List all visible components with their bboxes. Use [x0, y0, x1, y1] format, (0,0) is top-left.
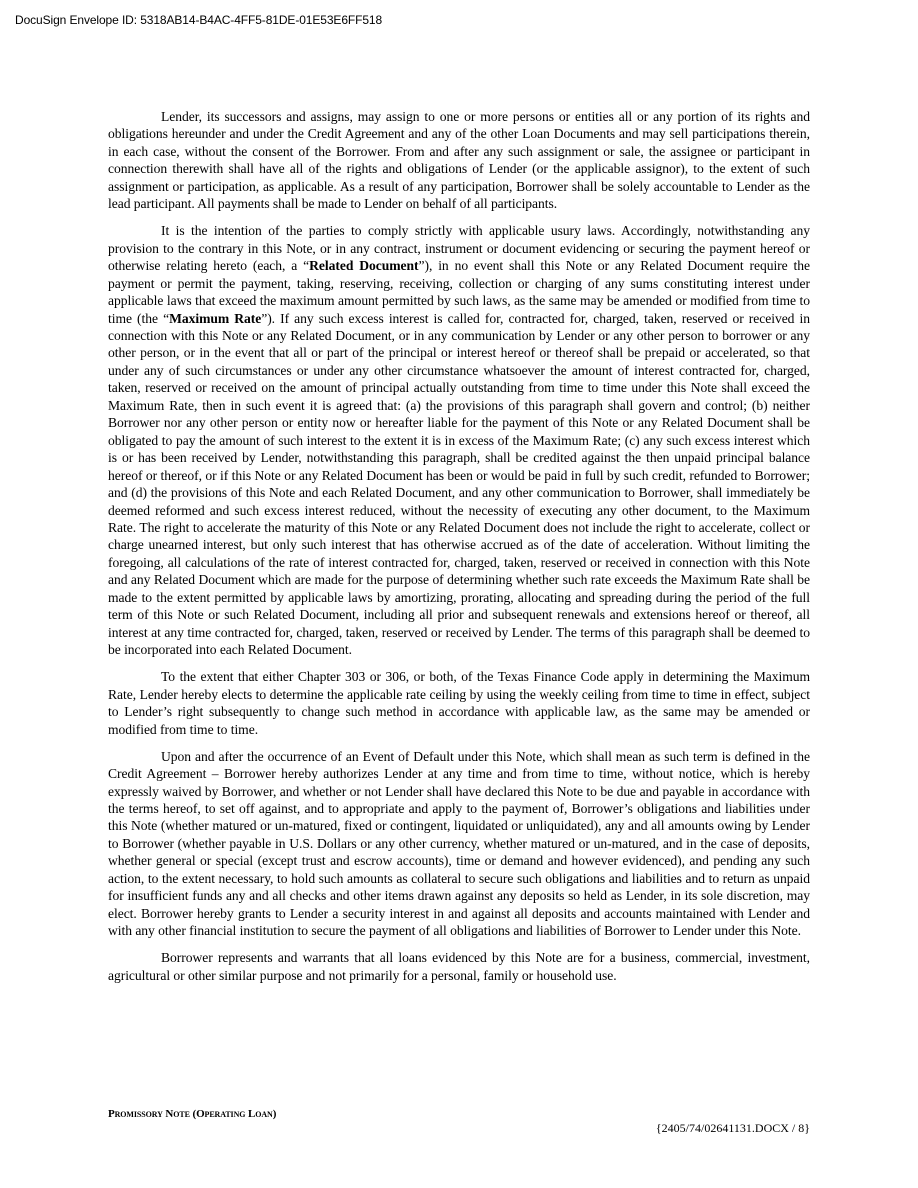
- defined-term-related-document: Related Document: [309, 258, 419, 274]
- paragraph-business-purpose: Borrower represents and warrants that all loans evidenced by this Note are for a business, commercial, investment, agricultural or other similar purpose and not primarily for a personal, family or household use.: [108, 950, 810, 983]
- paragraph-setoff: Upon and after the occurrence of an Event of Default under this Note, which shall mean as such term is defined in the Credit Agreement – Borrower hereby authorizes Lender at any time and from time to time, without notice, which is hereby expressly waived by Borrower, and whether or not Lender shall have declared this Note to be due and payable in accordance with the terms hereof, to set off against, and to appropriate and apply to the payment of, Borrower’s obligations and liabilities under this Note (whether matured or un-matured, fixed or contingent, liquidated or unliquidated), any and all amounts owing by Lender to Borrower (whether payable in U.S. Dollars or any other currency, whether matured or un-matured, and in the case of deposits, whether general or special (except trust and escrow accounts), time or demand and however evidenced), and pending any such action, to the extent necessary, to hold such amounts as collateral to secure such obligations and liabilities and to return as unpaid for insufficient funds any and all checks and other items drawn against any deposits so held as Lender, in its sole discretion, may elect. Borrower hereby grants to Lender a security interest in and against all deposits and accounts maintained with Lender and with any other financial institution to secure the payment of all obligations and liabilities of Borrower to Lender under this Note.: [108, 748, 810, 939]
- usury-text-3: ”). If any such excess interest is called for, contracted for, charged, taken, reserved or received in connection with this Note or any Related Document, or in any communication by Lender or any other person to borrower or any other person, or in the event that all or part of the principal or interest hereof or thereof shall be prepaid or accelerated, so that under any of such circumstances or under any other circumstance whatsoever the amount of interest contracted for, charged, taken, reserved or received on the amount of principal actually outstanding from time to time under this Note shall exceed the Maximum Rate, then in such event it is agreed that: (a) the provisions of this paragraph shall govern and control; (b) neither Borrower nor any other person or entity now or hereafter liable for the payment of this Note or any Related Document shall be obligated to pay the amount of such interest to the extent it is in excess of the Maximum Rate; (c) any such excess interest which is or has been received by Lender, notwithstanding this paragraph, shall be credited against the then unpaid principal balance hereof or thereof, or if this Note or any Related Document has been or would be paid in full by such credit, refunded to Borrower; and (d) the provisions of this Note and each Related Document, and any other communication to Borrower, shall immediately be deemed reformed and such excess interest reduced, without the necessity of executing any other document, to the Maximum Rate. The right to accelerate the maturity of this Note or any Related Document does not include the right to accelerate, collect or charge unearned interest, but only such interest that has otherwise accrued as of the date of acceleration. Without limiting the foregoing, all calculations of the rate of interest contracted for, charged, taken, reserved or received in connection with this Note and any Related Document which are made for the purpose of determining whether such rate exceeds the Maximum Rate shall be made to the extent permitted by applicable laws by amortizing, prorating, allocating and spreading during the period of the full term of this Note or such Related Document, including all prior and subsequent renewals and extensions hereof or thereof, all interest at any time contracted for, charged, taken, reserved or received by Lender. The terms of this paragraph shall be deemed to be incorporated into each Related Document.: [108, 310, 810, 658]
- paragraph-assignment: Lender, its successors and assigns, may assign to one or more persons or entities all or any portion of its rights and obligations hereunder and under the Credit Agreement and any of the other Loan Documents and may sell participations therein, in each case, without the consent of the Borrower. From and after any such assignment or sale, the assignee or participant in connection therewith shall have all of the rights and obligations of Lender (or the applicable assignor), to the extent of such assignment or participation, as applicable. As a result of any participation, Borrower shall be solely accountable to Lender as the lead participant. All payments shall be made to Lender on behalf of all participants.: [108, 109, 810, 212]
- footer-document-title: Promissory Note (Operating Loan): [108, 1108, 277, 1120]
- usury-text-1: It is the intention of the parties to comply strictly with applicable usury laws. Accordingly, notwithstanding any provision to the contrary in this Note, or in any contract, instrument or document evidencing or securing the payment hereof or otherwise relating hereto (each, a “: [108, 223, 810, 274]
- defined-term-maximum-rate: Maximum Rate: [169, 310, 262, 326]
- usury-text-2: ”), in no event shall this Note or any Related Document require the payment or permit the payment, taking, reserving, receiving, collection or charging of any sums constituting interest under applicable laws that exceed the maximum amount permitted by such laws, as the same may be amended or modified from time to time (the “: [108, 258, 810, 326]
- document-body: [108, 108, 810, 994]
- paragraph-texas-finance-code: To the extent that either Chapter 303 or 306, or both, of the Texas Finance Code apply in determining the Maximum Rate, Lender hereby elects to determine the applicable rate ceiling by using the weekly ceiling from time to time in effect, subject to Lender’s right subsequently to change such method in accordance with applicable law, as the same may be amended or modified from time to time.: [108, 669, 810, 737]
- footer-document-reference: {2405/74/02641131.DOCX / 8}: [655, 1121, 810, 1135]
- paragraph-usury: [108, 222, 810, 658]
- envelope-id: DocuSign Envelope ID: 5318AB14-B4AC-4FF5-81DE-01E53E6FF518: [15, 13, 383, 27]
